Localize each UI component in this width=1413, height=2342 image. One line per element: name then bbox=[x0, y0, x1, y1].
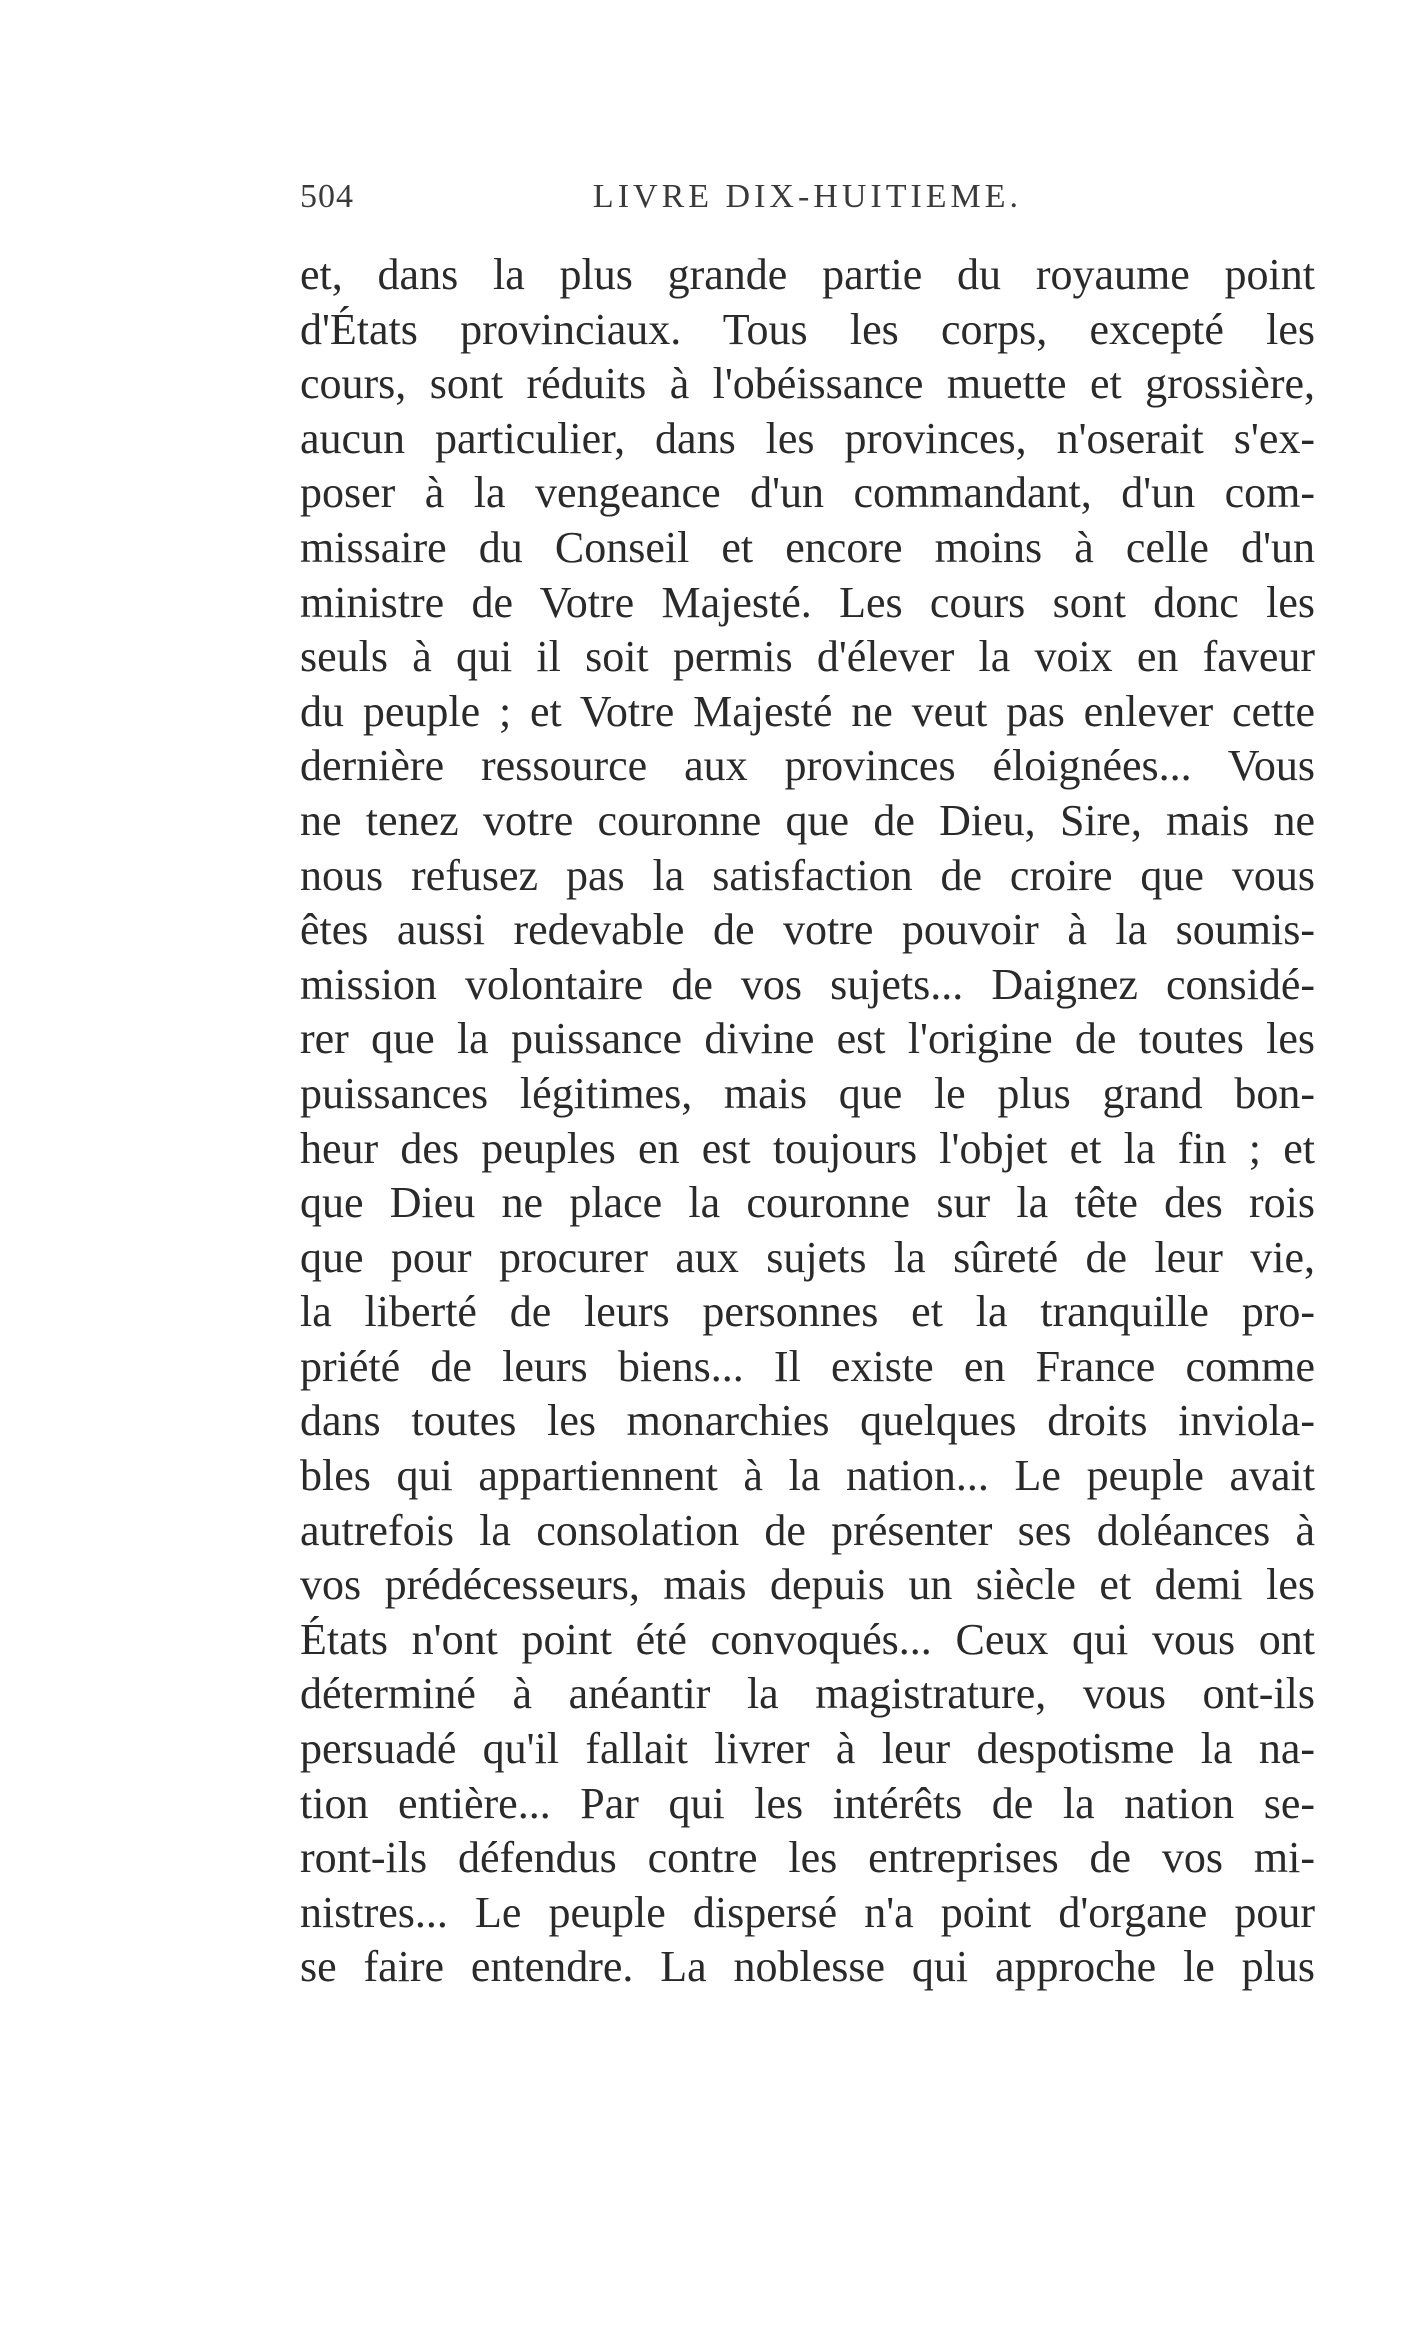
text-line: tion entière... Par qui les intérêts de la nation se- bbox=[300, 1778, 1315, 1828]
text-line: seuls à qui il soit permis d'élever la voix en faveur bbox=[300, 632, 1315, 682]
text-line: rer que la puissance divine est l'origine de toutes les bbox=[300, 1014, 1315, 1064]
text-line: autrefois la consolation de présenter ses doléances à bbox=[300, 1505, 1315, 1555]
text-line: êtes aussi redevable de votre pouvoir à la soumis- bbox=[300, 905, 1315, 955]
text-line: déterminé à anéantir la magistrature, vous ont-ils bbox=[300, 1669, 1315, 1719]
text-line: ministre de Votre Majesté. Les cours sont donc les bbox=[300, 577, 1315, 627]
text-line: missaire du Conseil et encore moins à celle d'un bbox=[300, 522, 1315, 572]
text-line: heur des peuples en est toujours l'objet et la fin ; et bbox=[300, 1123, 1315, 1173]
text-line: persuadé qu'il fallait livrer à leur despotisme la na- bbox=[300, 1724, 1315, 1774]
running-head bbox=[300, 178, 1315, 228]
text-line: se faire entendre. La noblesse qui approche le plus bbox=[300, 1942, 1315, 1992]
text-line: nous refusez pas la satisfaction de croire que vous bbox=[300, 850, 1315, 900]
page-number: 504 bbox=[300, 178, 354, 215]
text-line: et, dans la plus grande partie du royaume point bbox=[300, 250, 1315, 299]
text-line: priété de leurs biens... Il existe en France comme bbox=[300, 1341, 1315, 1391]
text-line: aucun particulier, dans les provinces, n'oserait s'ex- bbox=[300, 413, 1315, 463]
text-line: d'États provinciaux. Tous les corps, excepté les bbox=[300, 304, 1315, 354]
text-line: que pour procurer aux sujets la sûreté de leur vie, bbox=[300, 1232, 1315, 1282]
text-line: vos prédécesseurs, mais depuis un siècle et demi les bbox=[300, 1560, 1315, 1610]
text-line: puissances légitimes, mais que le plus grand bon- bbox=[300, 1068, 1315, 1118]
text-line: États n'ont point été convoqués... Ceux qui vous ont bbox=[300, 1614, 1315, 1664]
text-line: ront-ils défendus contre les entreprises de vos mi- bbox=[300, 1833, 1315, 1883]
text-line: que Dieu ne place la couronne sur la tête des rois bbox=[300, 1178, 1315, 1228]
text-line: ne tenez votre couronne que de Dieu, Sire, mais ne bbox=[300, 795, 1315, 845]
text-line: dans toutes les monarchies quelques droits inviola- bbox=[300, 1396, 1315, 1446]
text-line: la liberté de leurs personnes et la tranquille pro- bbox=[300, 1287, 1315, 1337]
text-line: mission volontaire de vos sujets... Daignez considé- bbox=[300, 959, 1315, 1009]
text-line: nistres... Le peuple dispersé n'a point d'organe pour bbox=[300, 1887, 1315, 1937]
text-line: poser à la vengeance d'un commandant, d'un com- bbox=[300, 468, 1315, 518]
text-line: du peuple ; et Votre Majesté ne veut pas enlever cette bbox=[300, 686, 1315, 736]
text-line: bles qui appartiennent à la nation... Le peuple avait bbox=[300, 1451, 1315, 1501]
text-line: cours, sont réduits à l'obéissance muette et grossière, bbox=[300, 359, 1315, 409]
running-title: LIVRE DIX-HUITIEME. bbox=[592, 178, 1023, 215]
body-text bbox=[300, 248, 1315, 1995]
text-line: dernière ressource aux provinces éloignées... Vous bbox=[300, 741, 1315, 791]
